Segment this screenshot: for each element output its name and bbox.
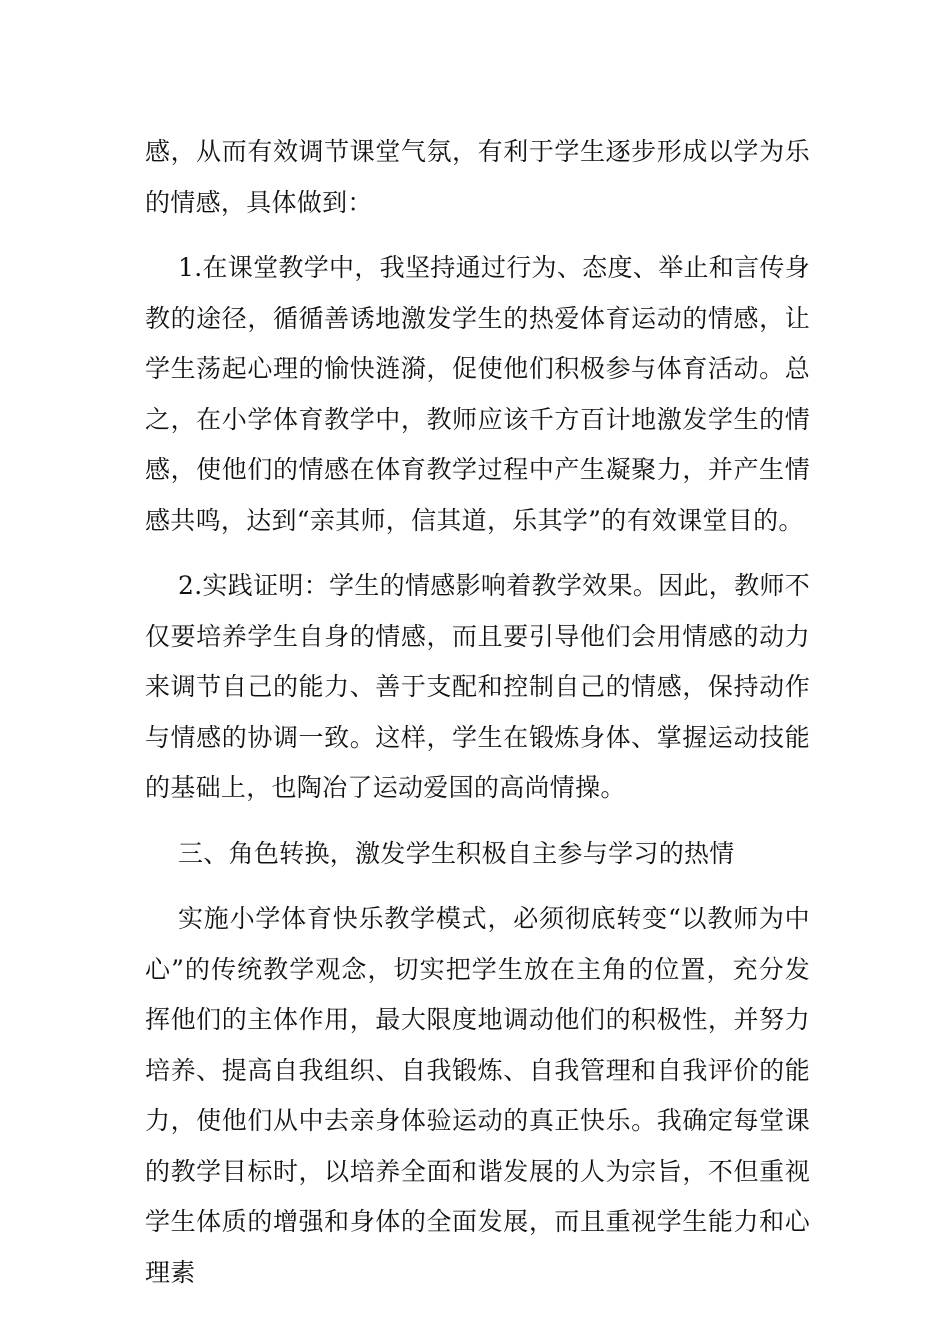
section-heading-3: 三、角色转换，激发学生积极自主参与学习的热情 [178, 838, 735, 868]
document-body [145, 127, 810, 1298]
paragraph-item-1: 1.在课堂教学中，我坚持通过行为、态度、举止和言传身教的途径，循循善诱地激发学生的热爱体育运动的情感，让学生荡起心理的愉快涟漪，促使他们积极参与体育活动。总之，在小学体育教学中，教师应该千方百计地激发学生的情感，使他们的情感在体育教学过程中产生凝聚力，并产生情感共鸣，达到“亲其师，信其道，乐其学”的有效课堂目的。 [145, 253, 810, 535]
paragraph-section-3-body: 实施小学体育快乐教学模式，必须彻底转变“以教师为中心”的传统教学观念，切实把学生放在主角的位置，充分发挥他们的主体作用，最大限度地调动他们的积极性，并努力培养、提高自我组织、自我锻炼、自我管理和自我评价的能力，使他们从中去亲身体验运动的真正快乐。我确定每堂课的教学目标时，以培养全面和谐发展的人为宗旨，不但重视学生体质的增强和身体的全面发展，而且重视学生能力和心理素 [145, 904, 810, 1287]
paragraph-continuation: 感，从而有效调节课堂气氛，有利于学生逐步形成以学为乐的情感，具体做到： [145, 137, 810, 217]
paragraph-item-2: 2.实践证明：学生的情感影响着教学效果。因此，教师不仅要培养学生自身的情感，而且要引导他们会用情感的动力来调节自己的能力、善于支配和控制自己的情感，保持动作与情感的协调一致。这样，学生在锻炼身体、掌握运动技能的基础上，也陶冶了运动爱国的高尚情操。 [145, 571, 810, 802]
